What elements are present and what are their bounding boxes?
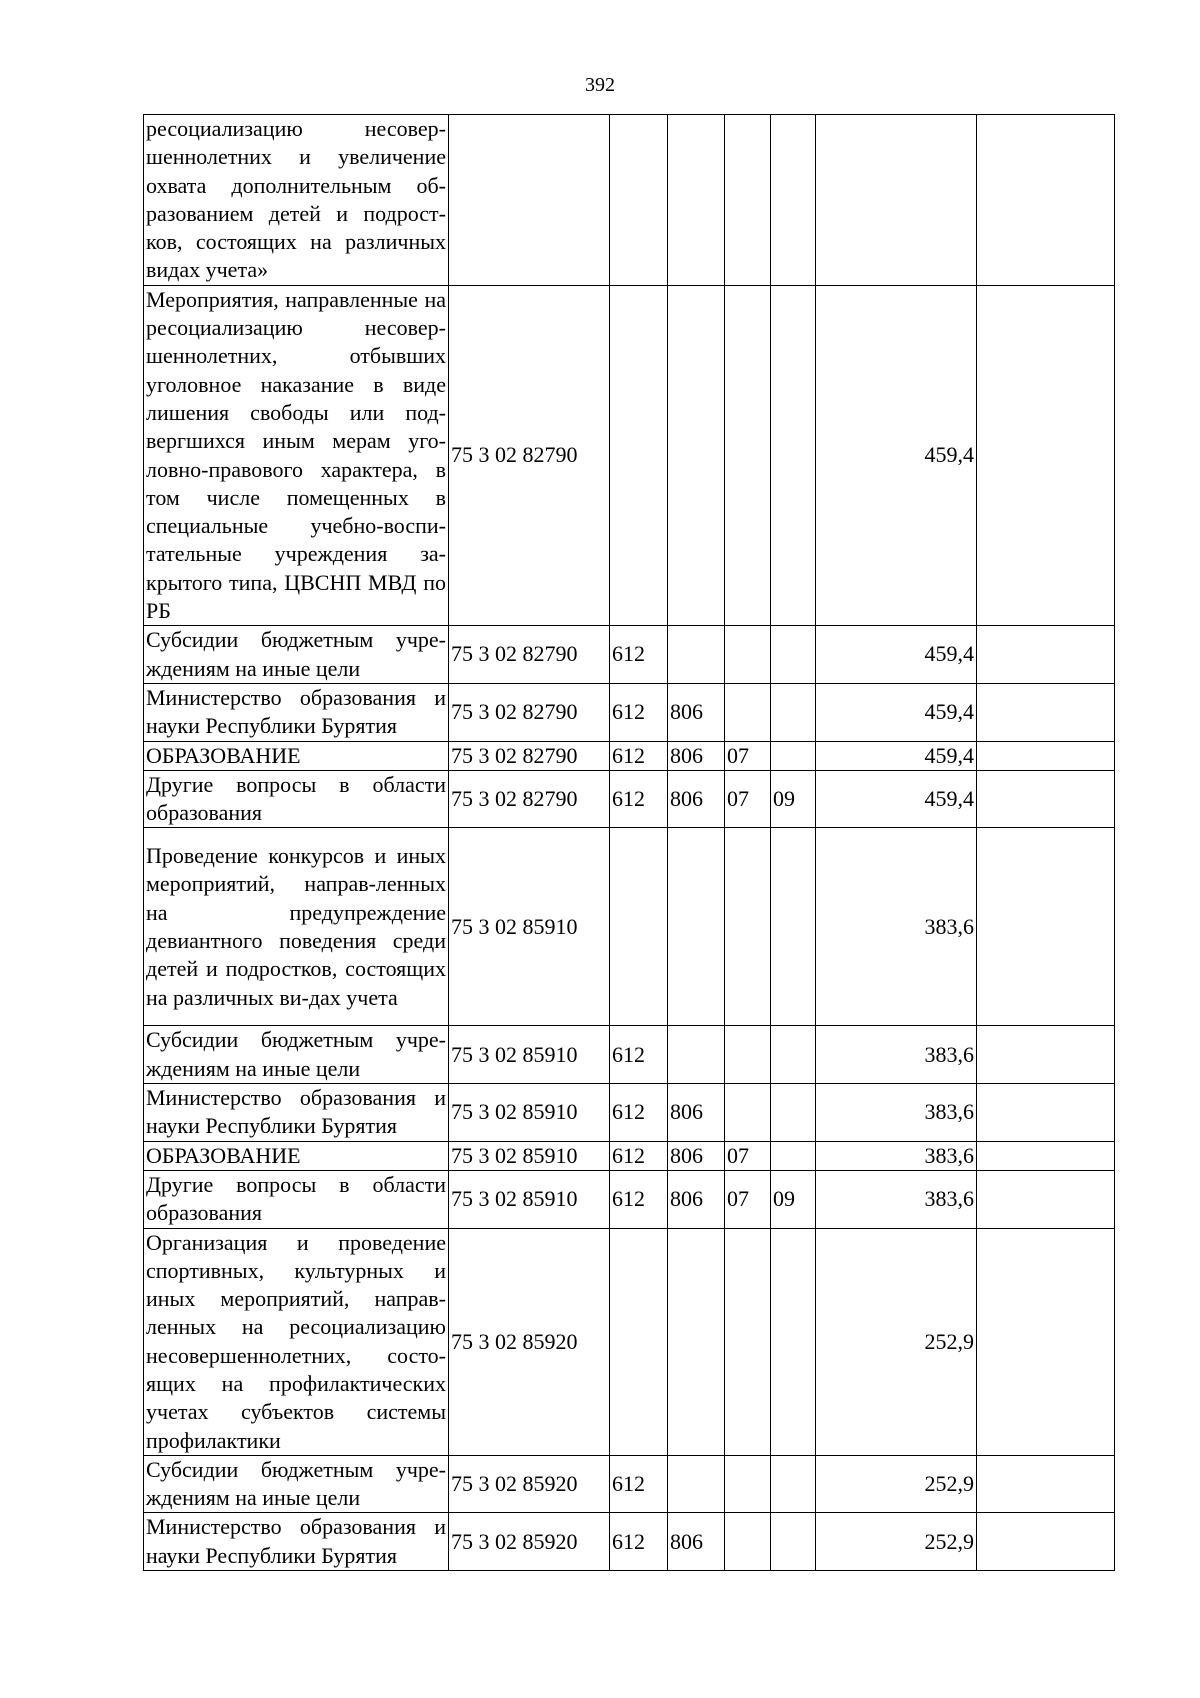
cell-target-code: 75 3 02 82790: [449, 285, 610, 626]
cell-subsection: [771, 626, 816, 684]
cell-amount: 459,4: [816, 741, 977, 770]
table-row: [144, 1026, 1115, 1084]
table-row: [144, 1228, 1115, 1455]
cell-target-code: 75 3 02 85920: [449, 1228, 610, 1455]
cell-expense-type: [610, 1228, 668, 1455]
cell-amount: [816, 115, 977, 286]
cell-target-code: 75 3 02 82790: [449, 683, 610, 741]
cell-extra: [977, 1084, 1115, 1142]
cell-subsection: [771, 741, 816, 770]
cell-expense-type: 612: [610, 770, 668, 828]
cell-subsection: 09: [771, 1170, 816, 1228]
cell-amount: 459,4: [816, 626, 977, 684]
cell-extra: [977, 1228, 1115, 1455]
cell-extra: [977, 1026, 1115, 1084]
cell-section: [725, 828, 771, 1026]
cell-subsection: [771, 1141, 816, 1170]
table-row: [144, 1084, 1115, 1142]
cell-subsection: [771, 1513, 816, 1571]
cell-subsection: [771, 1228, 816, 1455]
cell-expense-type: 612: [610, 741, 668, 770]
cell-amount: 383,6: [816, 1170, 977, 1228]
cell-target-code: 75 3 02 85920: [449, 1513, 610, 1571]
table-row: [144, 115, 1115, 286]
cell-extra: [977, 1513, 1115, 1571]
table-row: [144, 683, 1115, 741]
table-row: [144, 741, 1115, 770]
cell-expense-type: 612: [610, 1513, 668, 1571]
cell-name: ресоциализацию несовер-шеннолетних и увеличение охвата дополнительным об-разованием детей и подрост-ков, состоящих на различных видах учета»: [144, 115, 449, 286]
table-row: [144, 770, 1115, 828]
cell-name: Субсидии бюджетным учре-ждениям на иные цели: [144, 1026, 449, 1084]
cell-section: 07: [725, 770, 771, 828]
cell-target-code: 75 3 02 82790: [449, 626, 610, 684]
cell-amount: 459,4: [816, 285, 977, 626]
cell-name: ОБРАЗОВАНИЕ: [144, 1141, 449, 1170]
cell-name: Проведение конкурсов и иных мероприятий, направ-ленных на предупреждение девиантного поведения среди детей и подростков, состоящих на различных ви-дах учета: [144, 828, 449, 1026]
cell-section: 07: [725, 1141, 771, 1170]
cell-subsection: [771, 683, 816, 741]
cell-name: Мероприятия, направленные на ресоциализацию несовер-шеннолетних, отбывших уголовное наказание в виде лишения свободы или под-вергшихся иным мерам уго-ловно-правового характера, в том числе помещенных в специальные учебно-воспи-тательные учреждения за-крытого типа, ЦВСНП МВД по РБ: [144, 285, 449, 626]
cell-extra: [977, 828, 1115, 1026]
table-row: [144, 1455, 1115, 1513]
cell-name: Министерство образования и науки Республики Бурятия: [144, 1084, 449, 1142]
cell-extra: [977, 770, 1115, 828]
cell-expense-type: 612: [610, 1170, 668, 1228]
cell-ministry: [668, 115, 725, 286]
cell-section: 07: [725, 1170, 771, 1228]
cell-name: Субсидии бюджетным учре-ждениям на иные цели: [144, 1455, 449, 1513]
cell-amount: 383,6: [816, 1141, 977, 1170]
cell-name: Другие вопросы в области образования: [144, 1170, 449, 1228]
cell-target-code: 75 3 02 82790: [449, 741, 610, 770]
cell-amount: 383,6: [816, 828, 977, 1026]
cell-ministry: 806: [668, 683, 725, 741]
cell-amount: 383,6: [816, 1084, 977, 1142]
cell-ministry: 806: [668, 1513, 725, 1571]
cell-amount: 459,4: [816, 770, 977, 828]
cell-ministry: 806: [668, 1141, 725, 1170]
cell-extra: [977, 1170, 1115, 1228]
cell-target-code: 75 3 02 85920: [449, 1455, 610, 1513]
cell-extra: [977, 683, 1115, 741]
cell-target-code: [449, 115, 610, 286]
cell-section: [725, 1455, 771, 1513]
cell-section: [725, 626, 771, 684]
cell-ministry: [668, 1455, 725, 1513]
cell-ministry: 806: [668, 741, 725, 770]
cell-expense-type: 612: [610, 1455, 668, 1513]
cell-target-code: 75 3 02 85910: [449, 1084, 610, 1142]
cell-subsection: [771, 1026, 816, 1084]
cell-expense-type: [610, 285, 668, 626]
cell-expense-type: 612: [610, 1141, 668, 1170]
cell-amount: 252,9: [816, 1455, 977, 1513]
cell-name: Министерство образования и науки Республики Бурятия: [144, 1513, 449, 1571]
table-row: [144, 1170, 1115, 1228]
cell-extra: [977, 1141, 1115, 1170]
cell-name: Другие вопросы в области образования: [144, 770, 449, 828]
cell-subsection: [771, 285, 816, 626]
cell-subsection: 09: [771, 770, 816, 828]
cell-section: [725, 1084, 771, 1142]
cell-extra: [977, 1455, 1115, 1513]
cell-subsection: [771, 828, 816, 1026]
cell-section: [725, 683, 771, 741]
cell-section: 07: [725, 741, 771, 770]
cell-expense-type: 612: [610, 626, 668, 684]
cell-ministry: [668, 828, 725, 1026]
table-row: [144, 285, 1115, 626]
cell-ministry: [668, 1026, 725, 1084]
table-body: [144, 115, 1115, 1571]
cell-section: [725, 1026, 771, 1084]
cell-section: [725, 1513, 771, 1571]
cell-section: [725, 285, 771, 626]
cell-section: [725, 1228, 771, 1455]
table-row: [144, 1141, 1115, 1170]
cell-name: Организация и проведение спортивных, культурных и иных мероприятий, направ-ленных на ресоциализацию несовершеннолетних, состо-ящих на профилактических учетах субъектов системы профилактики: [144, 1228, 449, 1455]
cell-amount: 252,9: [816, 1228, 977, 1455]
cell-section: [725, 115, 771, 286]
cell-ministry: [668, 626, 725, 684]
cell-ministry: [668, 285, 725, 626]
cell-ministry: 806: [668, 770, 725, 828]
cell-expense-type: 612: [610, 1026, 668, 1084]
cell-name: Министерство образования и науки Республики Бурятия: [144, 683, 449, 741]
cell-target-code: 75 3 02 85910: [449, 1141, 610, 1170]
cell-extra: [977, 115, 1115, 286]
cell-target-code: 75 3 02 85910: [449, 1026, 610, 1084]
cell-expense-type: 612: [610, 1084, 668, 1142]
cell-subsection: [771, 115, 816, 286]
cell-subsection: [771, 1455, 816, 1513]
cell-extra: [977, 626, 1115, 684]
cell-ministry: 806: [668, 1084, 725, 1142]
cell-target-code: 75 3 02 85910: [449, 1170, 610, 1228]
cell-extra: [977, 285, 1115, 626]
page-number: 392: [585, 74, 615, 96]
cell-amount: 383,6: [816, 1026, 977, 1084]
table-row: [144, 1513, 1115, 1571]
cell-extra: [977, 741, 1115, 770]
cell-ministry: 806: [668, 1170, 725, 1228]
cell-subsection: [771, 1084, 816, 1142]
table-row: [144, 828, 1115, 1026]
cell-ministry: [668, 1228, 725, 1455]
cell-expense-type: [610, 115, 668, 286]
cell-target-code: 75 3 02 82790: [449, 770, 610, 828]
budget-table: [143, 114, 1115, 1571]
cell-expense-type: [610, 828, 668, 1026]
cell-name: ОБРАЗОВАНИЕ: [144, 741, 449, 770]
cell-expense-type: 612: [610, 683, 668, 741]
table-row: [144, 626, 1115, 684]
cell-amount: 459,4: [816, 683, 977, 741]
cell-name: Субсидии бюджетным учре-ждениям на иные цели: [144, 626, 449, 684]
cell-amount: 252,9: [816, 1513, 977, 1571]
cell-target-code: 75 3 02 85910: [449, 828, 610, 1026]
